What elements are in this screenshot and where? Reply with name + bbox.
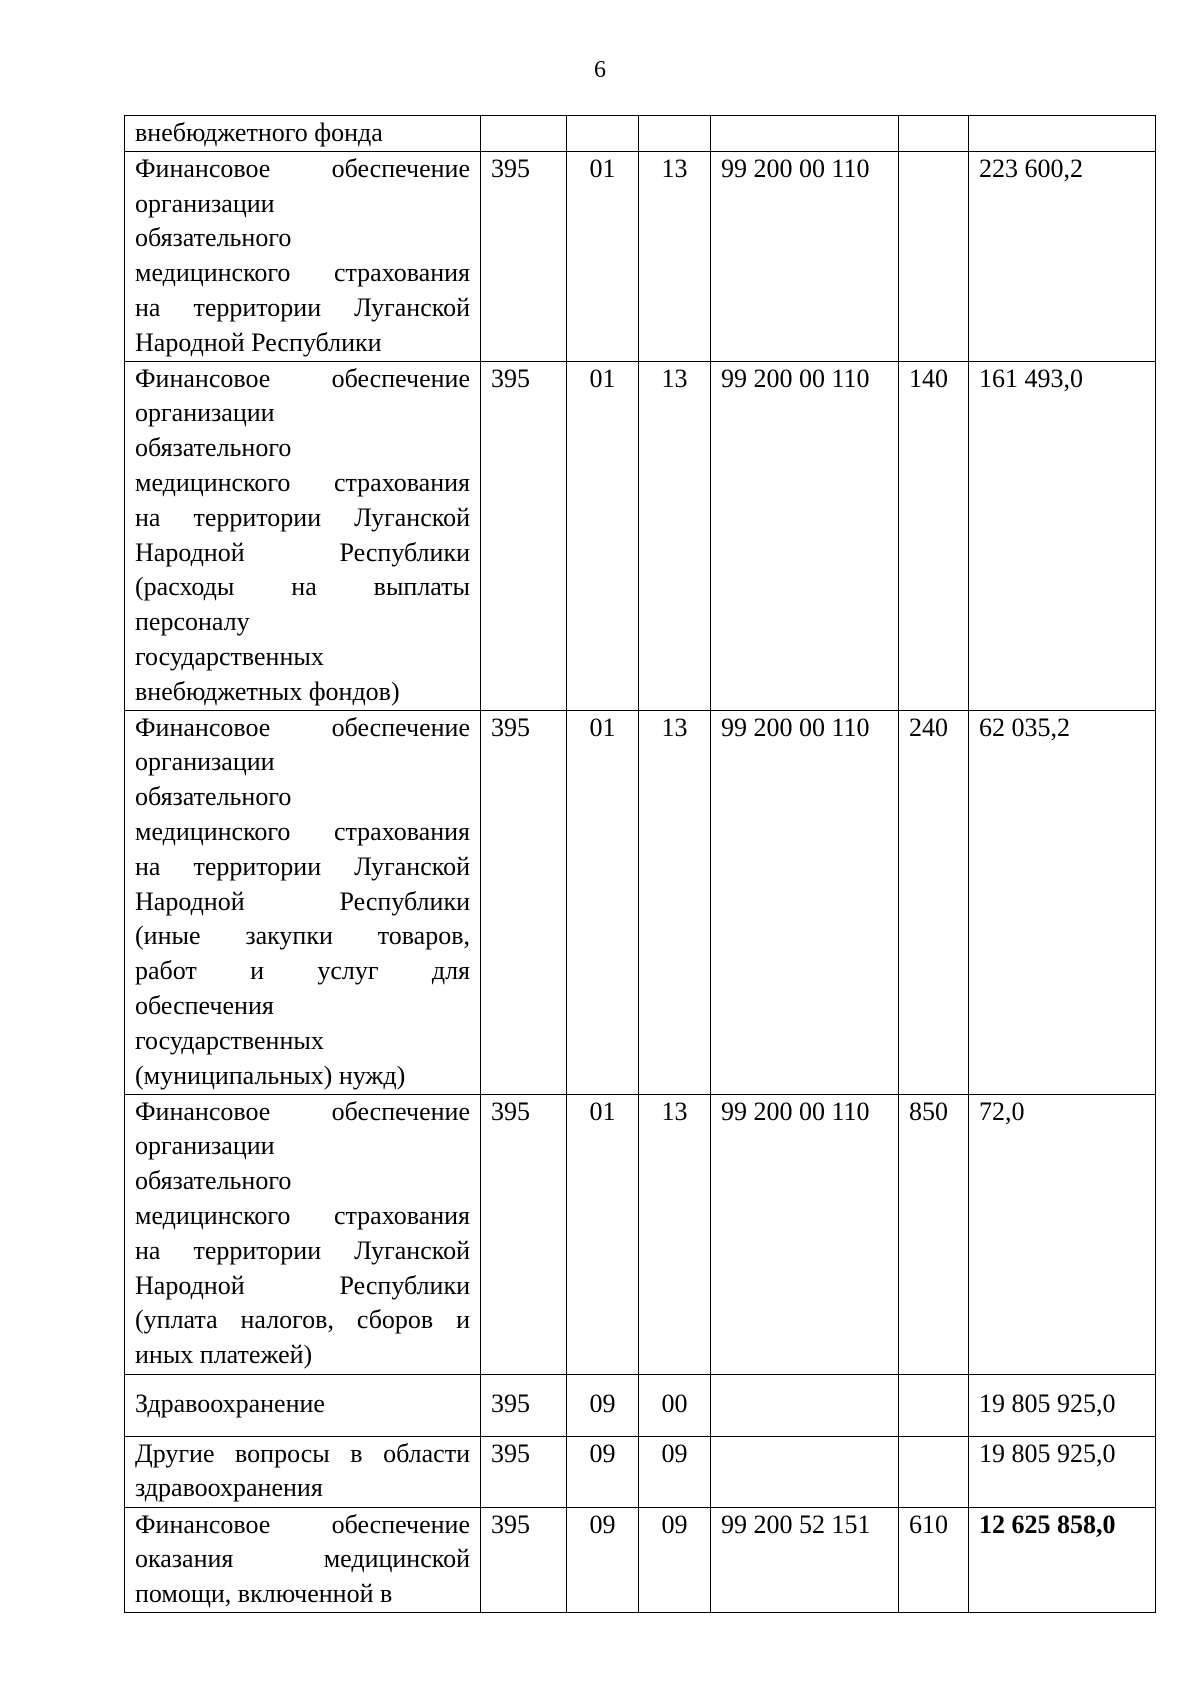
description-line: обеспечения xyxy=(135,990,274,1020)
description-line: иных платежей) xyxy=(135,1340,313,1370)
cell-target-article: 99 200 00 110 xyxy=(711,361,899,710)
description-line: на территории Луганской xyxy=(135,851,470,881)
description-line: персоналу xyxy=(135,607,250,637)
cell-subsection xyxy=(639,116,711,152)
cell-description xyxy=(125,361,481,710)
cell-amount: 62 035,2 xyxy=(969,710,1156,1094)
cell-subsection: 09 xyxy=(639,1507,711,1612)
description-line: обязательного xyxy=(135,223,292,253)
cell-amount: 223 600,2 xyxy=(969,151,1156,361)
cell-amount: 12 625 858,0 xyxy=(969,1507,1156,1612)
cell-amount: 72,0 xyxy=(969,1094,1156,1374)
description-line: на территории Луганской xyxy=(135,1235,470,1265)
budget-table xyxy=(124,115,1156,1613)
description-line: внебюджетного фонда xyxy=(135,118,383,147)
description-line: организации xyxy=(135,1131,275,1161)
cell-section: 09 xyxy=(567,1507,639,1612)
description-line: Финансовое обеспечение xyxy=(135,1509,470,1539)
description-line: работ и услуг для xyxy=(135,956,470,986)
cell-section: 01 xyxy=(567,710,639,1094)
cell-target-article: 99 200 52 151 xyxy=(711,1507,899,1612)
cell-description xyxy=(125,1094,481,1374)
table-row xyxy=(125,116,1156,152)
description-line: Финансовое обеспечение xyxy=(135,363,470,393)
description-line: обязательного xyxy=(135,1166,292,1196)
description-line: Народной Республики xyxy=(135,886,470,916)
cell-subsection: 00 xyxy=(639,1374,711,1436)
cell-amount: 19 805 925,0 xyxy=(969,1374,1156,1436)
cell-target-article: 99 200 00 110 xyxy=(711,151,899,361)
description-line: оказания медицинской xyxy=(135,1544,470,1574)
cell-description xyxy=(125,1507,481,1612)
cell-admin-code: 395 xyxy=(481,710,567,1094)
description-line: на территории Луганской xyxy=(135,292,470,322)
cell-section: 01 xyxy=(567,151,639,361)
cell-expense-type xyxy=(899,116,969,152)
description-line: обязательного xyxy=(135,782,292,812)
description-line: внебюджетных фондов) xyxy=(135,676,400,706)
description-line: здравоохранения xyxy=(135,1473,323,1503)
cell-description xyxy=(125,1374,481,1436)
cell-amount xyxy=(969,116,1156,152)
description-line: медицинского страхования xyxy=(135,816,470,846)
cell-admin-code: 395 xyxy=(481,1094,567,1374)
description-line: Народной Республики xyxy=(135,1270,470,1300)
description-line: обязательного xyxy=(135,433,292,463)
cell-admin-code: 395 xyxy=(481,1374,567,1436)
description-line: медицинского страхования xyxy=(135,1200,470,1230)
cell-description xyxy=(125,151,481,361)
description-line: (муниципальных) нужд) xyxy=(135,1060,406,1090)
cell-amount: 161 493,0 xyxy=(969,361,1156,710)
cell-expense-type xyxy=(899,151,969,361)
table-body xyxy=(125,116,1156,1613)
description-line: Другие вопросы в области xyxy=(135,1438,470,1468)
description-line: Финансовое обеспечение xyxy=(135,712,470,742)
cell-description xyxy=(125,710,481,1094)
cell-admin-code: 395 xyxy=(481,151,567,361)
description-line: Народной Республики xyxy=(135,537,470,567)
cell-admin-code: 395 xyxy=(481,1507,567,1612)
description-line: организации xyxy=(135,398,275,428)
cell-section: 01 xyxy=(567,1094,639,1374)
table-row xyxy=(125,361,1156,710)
description-line: государственных xyxy=(135,1025,324,1055)
cell-admin-code: 395 xyxy=(481,1436,567,1507)
description-line: медицинского страхования xyxy=(135,258,470,288)
cell-subsection: 13 xyxy=(639,1094,711,1374)
cell-section xyxy=(567,116,639,152)
cell-expense-type: 610 xyxy=(899,1507,969,1612)
description-line: (иные закупки товаров, xyxy=(135,921,470,951)
description-line: Здравоохранение xyxy=(135,1388,325,1418)
cell-admin-code: 395 xyxy=(481,361,567,710)
cell-description xyxy=(125,116,481,152)
cell-target-article xyxy=(711,116,899,152)
table-row xyxy=(125,1374,1156,1436)
description-line: помощи, включенной в xyxy=(135,1579,393,1609)
table-row xyxy=(125,1094,1156,1374)
cell-target-article: 99 200 00 110 xyxy=(711,1094,899,1374)
cell-subsection: 13 xyxy=(639,151,711,361)
cell-section: 09 xyxy=(567,1436,639,1507)
cell-section: 01 xyxy=(567,361,639,710)
table-row xyxy=(125,1436,1156,1507)
description-line: организации xyxy=(135,747,275,777)
description-line: на территории Луганской xyxy=(135,502,470,532)
description-line: Финансовое обеспечение xyxy=(135,153,470,183)
description-line: (расходы на выплаты xyxy=(135,572,470,602)
cell-description xyxy=(125,1436,481,1507)
cell-expense-type xyxy=(899,1374,969,1436)
table-row xyxy=(125,1507,1156,1612)
cell-expense-type: 850 xyxy=(899,1094,969,1374)
description-line: (уплата налогов, сборов и xyxy=(135,1305,470,1335)
cell-section: 09 xyxy=(567,1374,639,1436)
cell-target-article: 99 200 00 110 xyxy=(711,710,899,1094)
cell-target-article xyxy=(711,1436,899,1507)
cell-target-article xyxy=(711,1374,899,1436)
cell-subsection: 13 xyxy=(639,710,711,1094)
description-line: медицинского страхования xyxy=(135,467,470,497)
page-number: 6 xyxy=(594,57,606,83)
description-line: государственных xyxy=(135,641,324,671)
cell-subsection: 09 xyxy=(639,1436,711,1507)
description-line: организации xyxy=(135,188,275,218)
cell-amount: 19 805 925,0 xyxy=(969,1436,1156,1507)
description-line: Народной Республики xyxy=(135,327,382,357)
table-row xyxy=(125,710,1156,1094)
description-line: Финансовое обеспечение xyxy=(135,1096,470,1126)
cell-expense-type xyxy=(899,1436,969,1507)
cell-subsection: 13 xyxy=(639,361,711,710)
table-row xyxy=(125,151,1156,361)
cell-admin-code xyxy=(481,116,567,152)
cell-expense-type: 240 xyxy=(899,710,969,1094)
cell-expense-type: 140 xyxy=(899,361,969,710)
